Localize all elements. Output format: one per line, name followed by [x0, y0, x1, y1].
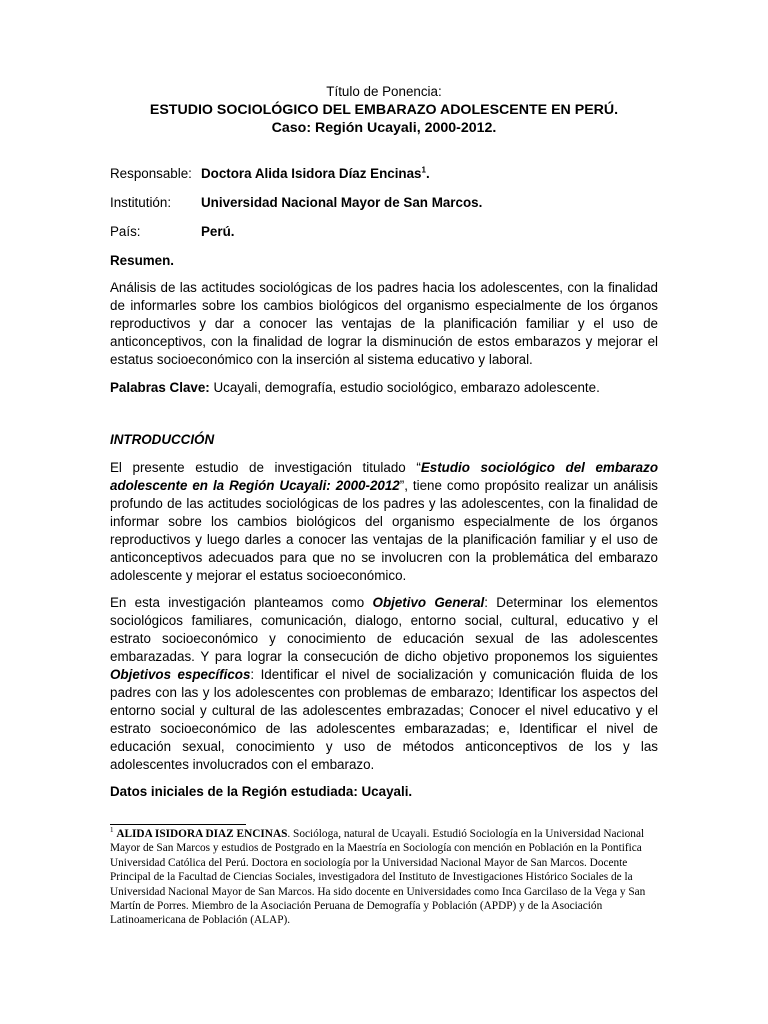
title-label: Título de Ponencia:	[326, 84, 442, 99]
resumen-heading: Resumen.	[110, 253, 174, 268]
pais-value: Perú.	[201, 224, 235, 239]
footnote-text: . Socióloga, natural de Ucayali. Estudió Sociología en la Universidad Nacional Mayor de San Marcos y estudios de Postgrado en la Maestría en Sociología con mención en Población en la Pontifica Universidad Católica del Perú. Doctora en sociología por la Universidad Nacional Mayor de San Marcos. Docente Principal de la Facultad de Ciencias Sociales, investigadora del Instituto de Investigaciones Histórico Sociales de la Universidad Nacional Mayor de San Marcos. Ha sido docente en Universidades como Inca Garcilaso de la Vega y San Martín de Porres. Miembro de la Asociación Peruana de Demografía y Población (APDP) y de la Asociación Latinoamericana de Población (ALAP).	[110, 828, 646, 927]
document-body	[110, 83, 658, 801]
footnote-ref[interactable]: 1	[421, 165, 426, 175]
datos-heading: Datos iniciales de la Región estudiada: Ucayali.	[110, 784, 413, 799]
objetivos-especificos-label: Objetivos específicos	[110, 667, 251, 682]
document-subtitle: Caso: Región Ucayali, 2000-2012.	[271, 120, 497, 136]
resumen-text: Análisis de las actitudes sociológicas de los padres hacia los adolescentes, con la finalidad de informarles sobre los cambios biológicos del organismo especialmente de los órganos reproductivos y dar a conocer las ventajas de la planificación familiar y el uso de anticonceptivos, con la finalidad de lograr la disminución de estos embarazos y mejorar el estatus socioeconómico con la inserción al sistema educativo y laboral.	[110, 280, 658, 367]
intro-paragraph-2: En esta investigación planteamos como Objetivo General: Determinar los elementos sociológicos familiares, comunicación, dialogo, entorno social, cultural, educativo y el estrato socioeconómico y conocimiento de educación sexual de las adolescentes embarazadas. Y para lograr la consecución de dicho objetivo proponemos los siguientes Objetivos específicos: Identificar el nivel de socialización y comunicación fluida de los padres con las y los adolescentes con problemas de embarazo; Identificar los aspectos del entorno social y cultural de las adolescentes embrazadas; Conocer el nivel educativo y el estrato socioeconómico de las adolescentes embarazadas; e, Identificar el nivel de educación sexual, conocimiento y uso de métodos anticonceptivos de los y las adolescentes involucrados con el embarazo.	[110, 595, 658, 772]
institucion-value: Universidad Nacional Mayor de San Marcos.	[201, 195, 483, 210]
pais-row	[110, 223, 658, 241]
footnote-name: ALIDA ISIDORA DIAZ ENCINAS	[116, 828, 288, 840]
keywords-label: Palabras Clave:	[110, 380, 210, 395]
footnote	[110, 827, 670, 928]
responsable-value: Doctora Alida Isidora Díaz Encinas$^1$.	[201, 165, 430, 181]
institucion-label: Institutión:	[110, 195, 172, 210]
responsable-label: Responsable:	[110, 166, 192, 181]
keywords-paragraph	[110, 379, 658, 397]
responsable-row	[110, 165, 658, 183]
study-title: Estudio sociológico del embarazo adolescente en la Región Ucayali: 2000-2012	[110, 460, 658, 493]
institucion-row	[110, 194, 658, 212]
pais-label: País:	[110, 224, 141, 239]
footnote-marker: 1	[110, 826, 114, 835]
intro-paragraph-1: El presente estudio de investigación titulado “Estudio sociológico del embarazo adolescente en la Región Ucayali: 2000-2012”, tiene como propósito realizar un análisis profundo de las actitudes sociológicas de los padres y las adolescentes, con la finalidad de informar sobre los cambios biológicos del organismo especialmente de los órganos reproductivos y luego darles a conocer las ventajas de la planificación familiar y el uso de anticonceptivos adecuados para que no se involucren con la problemática del embarazo adolescente y mejorar el estatus socioeconómico.	[110, 460, 658, 583]
keywords-text: Ucayali, demografía, estudio sociológico, embarazo adolescente.	[209, 380, 600, 395]
objetivo-general-label: Objetivo General	[372, 595, 485, 610]
intro-heading: INTRODUCCIÓN	[110, 432, 215, 447]
footnote-divider	[110, 824, 246, 825]
document-title: ESTUDIO SOCIOLÓGICO DEL EMBARAZO ADOLESCENTE EN PERÚ.	[149, 102, 619, 118]
